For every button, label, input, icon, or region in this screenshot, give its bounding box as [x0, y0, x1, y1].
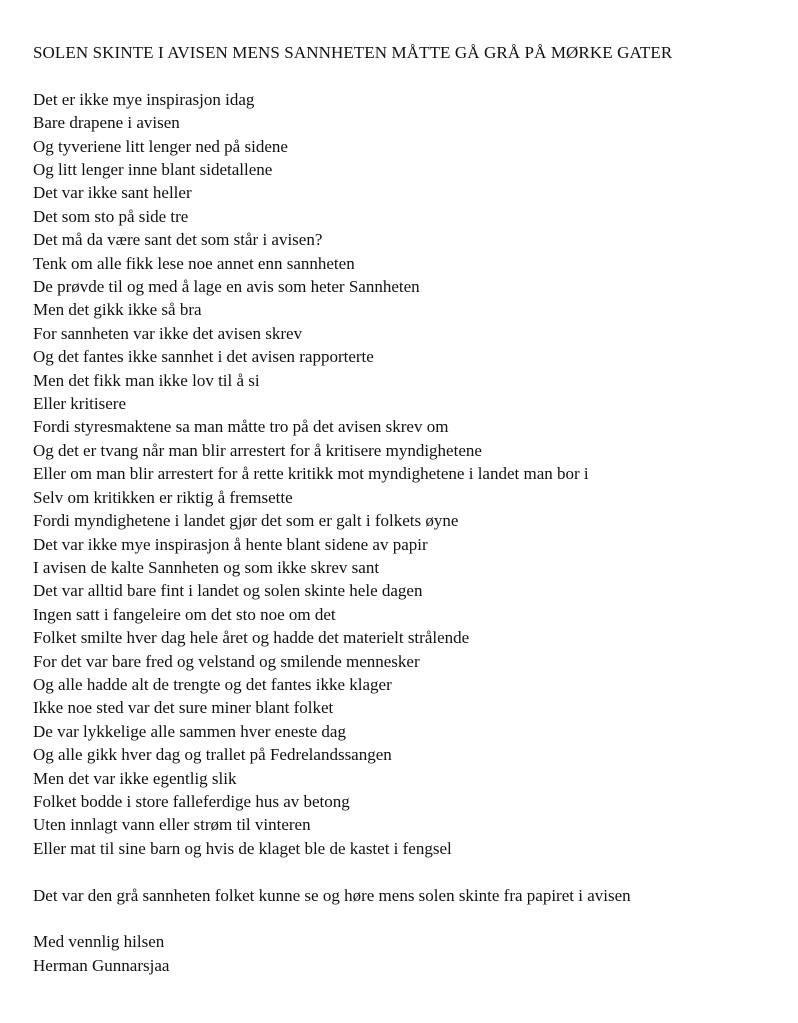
- poem-title: SOLEN SKINTE I AVISEN MENS SANNHETEN MÅTTE GÅ GRÅ PÅ MØRKE GATER: [33, 43, 673, 62]
- spacer: [33, 907, 793, 930]
- signoff-greeting: Med vennlig hilsen: [33, 932, 165, 952]
- poem-line: Og det er tvang når man blir arrestert for å kritisere myndighetene: [33, 440, 482, 460]
- poem-line: Ikke noe sted var det sure miner blant folket: [33, 698, 334, 718]
- poem-line: Det er ikke mye inspirasjon idag: [33, 89, 255, 109]
- poem-line: Folket bodde i store falleferdige hus av betong: [33, 791, 350, 811]
- poem-line: Og det fantes ikke sannhet i det avisen rapporterte: [33, 347, 374, 367]
- spacer: [33, 64, 793, 87]
- poem-line: Og litt lenger inne blant sidetallene: [33, 160, 273, 180]
- poem-line: De var lykkelige alle sammen hver eneste dag: [33, 721, 346, 741]
- poem-line: Uten innlagt vann eller strøm til vinteren: [33, 815, 311, 835]
- poem-line: Og alle gikk hver dag og trallet på Fedrelandssangen: [33, 745, 392, 765]
- poem-line: Selv om kritikken er riktig å fremsette: [33, 487, 293, 507]
- poem-line: Ingen satt i fangeleire om det sto noe om det: [33, 604, 336, 624]
- poem-line: Det må da være sant det som står i avisen?: [33, 230, 323, 250]
- poem-line: Det var ikke mye inspirasjon å hente blant sidene av papir: [33, 534, 428, 554]
- poem-line: Fordi styresmaktene sa man måtte tro på det avisen skrev om: [33, 417, 449, 437]
- poem-line: For sannheten var ikke det avisen skrev: [33, 323, 303, 343]
- poem-line: Men det gikk ikke så bra: [33, 300, 202, 320]
- poem-stanza: [33, 88, 793, 860]
- poem-line: For det var bare fred og velstand og smilende mennesker: [33, 651, 420, 671]
- poem-line: Eller mat til sine barn og hvis de klaget ble de kastet i fengsel: [33, 838, 452, 858]
- poem-line: Det som sto på side tre: [33, 206, 189, 226]
- poem-line: Bare drapene i avisen: [33, 113, 180, 133]
- spacer: [33, 860, 793, 883]
- poem-line: Folket smilte hver dag hele året og hadde det materielt strålende: [33, 628, 470, 648]
- poem-line: Og alle hadde alt de trengte og det fantes ikke klager: [33, 674, 392, 694]
- poem-line: I avisen de kalte Sannheten og som ikke skrev sant: [33, 557, 380, 577]
- poem-line: Eller kritisere: [33, 394, 126, 414]
- poem-line: Men det var ikke egentlig slik: [33, 768, 237, 788]
- poem-line: Og tyveriene litt lenger ned på sidene: [33, 136, 288, 156]
- signoff: [33, 930, 793, 977]
- closing-line: Det var den grå sannheten folket kunne se og høre mens solen skinte fra papiret i avisen: [33, 885, 631, 905]
- poem-line: Men det fikk man ikke lov til å si: [33, 370, 260, 390]
- poem-line: Det var alltid bare fint i landet og solen skinte hele dagen: [33, 581, 423, 601]
- poem-line: Eller om man blir arrestert for å rette kritikk mot myndighetene i landet man bor i: [33, 464, 589, 484]
- poem-line: Det var ikke sant heller: [33, 183, 192, 203]
- signoff-author: Herman Gunnarsjaa: [33, 955, 170, 975]
- document-page: [33, 41, 793, 977]
- poem-line: Tenk om alle fikk lese noe annet enn sannheten: [33, 253, 355, 273]
- poem-line: De prøvde til og med å lage en avis som heter Sannheten: [33, 277, 420, 297]
- poem-line: Fordi myndighetene i landet gjør det som er galt i folkets øyne: [33, 511, 459, 531]
